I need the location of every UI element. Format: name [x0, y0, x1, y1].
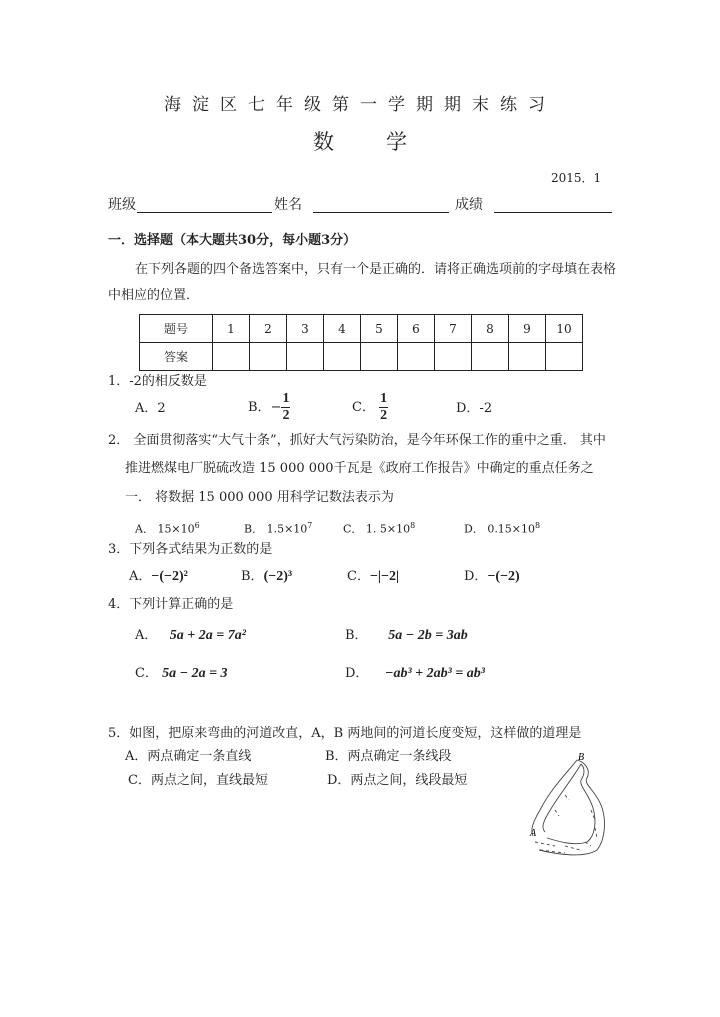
exponent: 8: [410, 521, 416, 530]
q2-line-3: 一． 将数据 15 000 000 用科学记数法表示为: [125, 490, 394, 505]
number-cell: 6: [398, 315, 435, 343]
answer-table: [139, 314, 583, 371]
numerator: 1: [380, 391, 388, 406]
subject-char-1: 数: [313, 130, 334, 154]
q1-stem: 1．-2的相反数是: [108, 374, 207, 389]
number-cell: 2: [250, 315, 287, 343]
option-text: C． 1. 5×10: [343, 522, 411, 536]
header-cell: 题号: [140, 315, 213, 343]
score-field[interactable]: [494, 212, 612, 213]
option-label: C．: [352, 400, 375, 415]
name-label: 姓名: [274, 197, 302, 213]
option-label: B．: [248, 400, 271, 415]
number-cell: 7: [435, 315, 472, 343]
denominator: 2: [380, 408, 388, 423]
exam-date: 2015．1: [551, 171, 602, 185]
option-expr: −|−2|: [369, 569, 400, 584]
q1-option-d: D．-2: [456, 401, 493, 416]
answer-cell[interactable]: [361, 343, 398, 371]
exponent: 7: [307, 521, 313, 530]
q3-option-d: [464, 570, 520, 584]
fraction: [379, 392, 388, 423]
header-cell: 答案: [140, 343, 213, 371]
answer-cell[interactable]: [435, 343, 472, 371]
q5-option-b: B．两点确定一条线段: [325, 749, 452, 764]
q3-option-b: [241, 570, 292, 584]
option-expr: −(−2): [487, 569, 520, 584]
option-expr: (−2)³: [263, 569, 293, 584]
answer-cell[interactable]: [287, 343, 324, 371]
exponent: 6: [194, 521, 200, 530]
q2-option-b: [244, 522, 312, 535]
class-label: 班级: [108, 197, 136, 213]
q2-line-2: 推进燃煤电厂脱硫改造 15 000 000千瓦是《政府工作报告》中确定的重点任务之: [125, 461, 594, 476]
q4-option-c: [135, 667, 228, 681]
table-row-answers: [140, 343, 583, 371]
option-label: C．: [135, 666, 158, 681]
q5-option-d: D．两点之间，线段最短: [327, 773, 468, 788]
fraction: [281, 392, 290, 423]
q3-stem: 3．下列各式结果为正数的是: [108, 542, 273, 557]
exponent: 8: [535, 521, 541, 530]
option-label: C．: [347, 569, 370, 584]
option-label: B．: [345, 628, 368, 643]
option-label: B．: [241, 569, 264, 584]
point-a-label: A: [530, 828, 537, 839]
instruction-line-2: 中相应的位置．: [108, 288, 200, 303]
q2-option-a: [135, 522, 200, 535]
class-field[interactable]: [137, 212, 272, 213]
q2-line-1: 2． 全面贯彻落实“大气十条”，抓好大气污染防治，是今年环保工作的重中之重． 其中: [108, 433, 606, 448]
subject-title: [0, 132, 720, 153]
section-heading: 一．选择题（本大题共30分，每小题3分）: [108, 233, 357, 248]
numerator: 1: [282, 391, 290, 406]
answer-cell[interactable]: [213, 343, 250, 371]
q2-option-c: [343, 522, 415, 535]
river-figure: [525, 750, 615, 865]
option-text: A． 15×10: [135, 522, 195, 536]
number-cell: 1: [213, 315, 250, 343]
q4-stem: 4．下列计算正确的是: [108, 597, 234, 612]
q1-option-b: [248, 392, 290, 423]
answer-cell[interactable]: [509, 343, 546, 371]
q2-option-d: [464, 522, 540, 535]
number-cell: 9: [509, 315, 546, 343]
denominator: 2: [282, 408, 290, 423]
option-expr: 5a + 2a = 7a²: [169, 628, 246, 643]
q1-option-a: A．2: [135, 401, 166, 416]
option-label: D．: [345, 666, 369, 681]
q4-option-b: [345, 629, 468, 643]
q5-stem: 5．如图，把原来弯曲的河道改直，A，B 两地间的河道长度变短，这样做的道理是: [108, 726, 582, 741]
option-label: A．: [129, 569, 152, 584]
option-label: A．: [135, 628, 158, 643]
number-cell: 3: [287, 315, 324, 343]
score-label: 成绩: [455, 197, 483, 213]
point-b-label: B: [578, 752, 585, 763]
number-cell: 5: [361, 315, 398, 343]
q5-option-c: C．两点之间，直线最短: [128, 773, 268, 788]
instruction-line-1: 在下列各题的四个备选答案中，只有一个是正确的．请将正确选项前的字母填在表格: [135, 262, 617, 277]
option-expr: 5a − 2a = 3: [162, 666, 228, 681]
option-text: B． 1.5×10: [244, 522, 308, 536]
answer-cell[interactable]: [250, 343, 287, 371]
option-text: D． 0.15×10: [464, 522, 536, 536]
q4-option-a: [135, 629, 246, 643]
q3-option-a: [129, 570, 188, 584]
table-row-numbers: [140, 315, 583, 343]
answer-cell[interactable]: [546, 343, 583, 371]
number-cell: 4: [324, 315, 361, 343]
option-expr: 5a − 2b = 3ab: [388, 628, 468, 643]
option-label: D．: [464, 569, 488, 584]
name-field[interactable]: [313, 212, 449, 213]
option-expr: −(−2)²: [151, 569, 188, 584]
answer-cell[interactable]: [398, 343, 435, 371]
q1-option-c: [352, 392, 388, 423]
q4-option-d: [345, 667, 485, 681]
exam-title: 海淀区七年级第一学期期末练习: [164, 95, 556, 115]
q5-option-a: A．两点确定一条直线: [125, 749, 252, 764]
answer-cell[interactable]: [472, 343, 509, 371]
number-cell: 8: [472, 315, 509, 343]
option-expr: −ab³ + 2ab³ = ab³: [384, 666, 485, 681]
answer-cell[interactable]: [324, 343, 361, 371]
q3-option-c: [347, 570, 399, 584]
subject-char-2: 学: [386, 130, 407, 154]
number-cell: 10: [546, 315, 583, 343]
minus-sign: −: [270, 400, 282, 415]
